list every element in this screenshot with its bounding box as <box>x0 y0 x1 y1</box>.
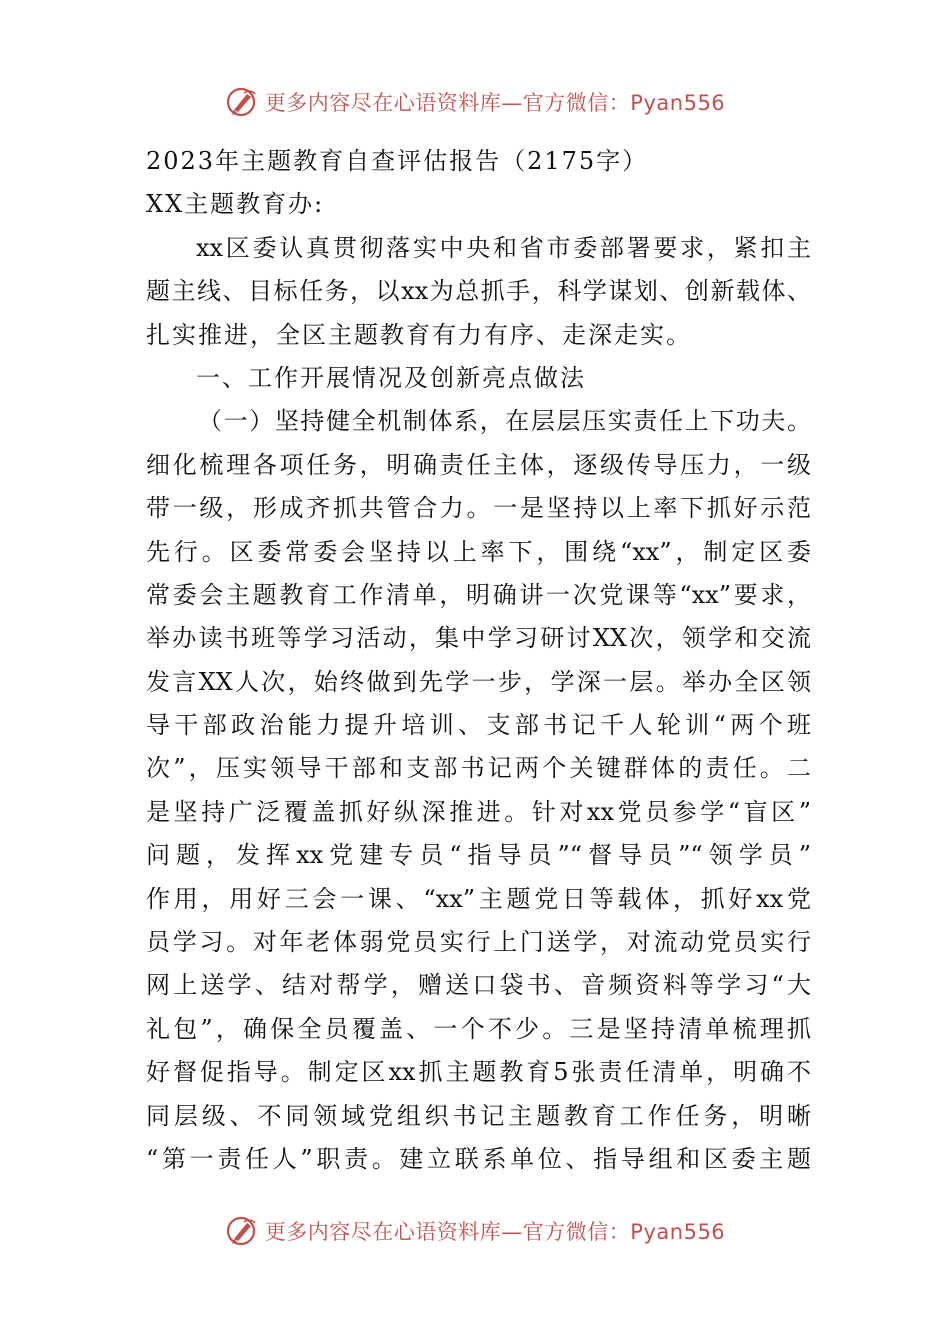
paragraph-line: 同层级、不同领域党组织书记主题教育工作任务，明晰 <box>146 1101 811 1130</box>
paragraph-line: 带一级，形成齐抓共管合力。一是坚持以上率下抓好示范 <box>146 494 811 523</box>
header-banner-content <box>225 85 725 119</box>
footer-banner-text: 更多内容尽在心语资料库—官方微信：Pyan556 <box>264 1220 726 1244</box>
subsection-heading: （一）坚持健全机制体系，在层层压实责任上下功夫。 <box>198 407 811 436</box>
document-salutation: XX主题教育办: <box>146 190 325 219</box>
paragraph-line: 作用，用好三会一课、“xx”主题党日等载体，抓好xx党 <box>146 884 811 913</box>
paragraph-line: 常委会主题教育工作清单，明确讲一次党课等“xx”要求， <box>146 580 811 609</box>
header-banner <box>0 80 950 124</box>
footer-banner-content <box>225 1214 725 1248</box>
paragraph-line: 员学习。对年老体弱党员实行上门送学，对流动党员实行 <box>146 928 811 957</box>
paragraph-line: 扎实推进，全区主题教育有力有序、走深走实。 <box>146 320 692 349</box>
paragraph-line: 网上送学、结对帮学，赠送口袋书、音频资料等学习“大 <box>146 971 811 1000</box>
paragraph-line: 先行。区委常委会坚持以上率下，围绕“xx”，制定区委 <box>146 537 811 566</box>
pen-logo-icon <box>225 1214 259 1248</box>
paragraph-line: 是坚持广泛覆盖抓好纵深推进。针对xx党员参学“盲区” <box>146 797 811 826</box>
paragraph-line: “第一责任人”职责。建立联系单位、指导组和区委主题 <box>146 1144 811 1173</box>
section-heading: 一、工作开展情况及创新亮点做法 <box>196 363 586 392</box>
paragraph-line: xx区委认真贯彻落实中央和省市委部署要求，紧扣主 <box>196 233 811 262</box>
paragraph-line: 题主线、目标任务，以xx为总抓手，科学谋划、创新载体、 <box>146 277 811 306</box>
footer-banner <box>0 1209 950 1253</box>
paragraph-line: 礼包”，确保全员覆盖、一个不少。三是坚持清单梳理抓 <box>146 1014 811 1043</box>
document-body <box>146 140 811 1181</box>
paragraph-line: 导干部政治能力提升培训、支部书记千人轮训“两个班 <box>146 711 811 740</box>
document-title: 2023年主题教育自查评估报告（2175字） <box>146 147 649 175</box>
pen-logo-icon <box>225 85 259 119</box>
header-banner-text: 更多内容尽在心语资料库—官方微信：Pyan556 <box>264 91 726 115</box>
paragraph-line: 问题，发挥xx党建专员“指导员”“督导员”“领学员” <box>146 841 811 870</box>
paragraph-line: 细化梳理各项任务，明确责任主体，逐级传导压力，一级 <box>146 450 811 479</box>
paragraph-line: 举办读书班等学习活动，集中学习研讨XX次，领学和交流 <box>146 624 811 653</box>
paragraph-line: 次”，压实领导干部和支部书记两个关键群体的责任。二 <box>146 754 811 783</box>
paragraph-line: 好督促指导。制定区xx抓主题教育5张责任清单，明确不 <box>146 1058 811 1087</box>
paragraph-line: 发言XX人次，始终做到先学一步，学深一层。举办全区领 <box>146 667 811 696</box>
